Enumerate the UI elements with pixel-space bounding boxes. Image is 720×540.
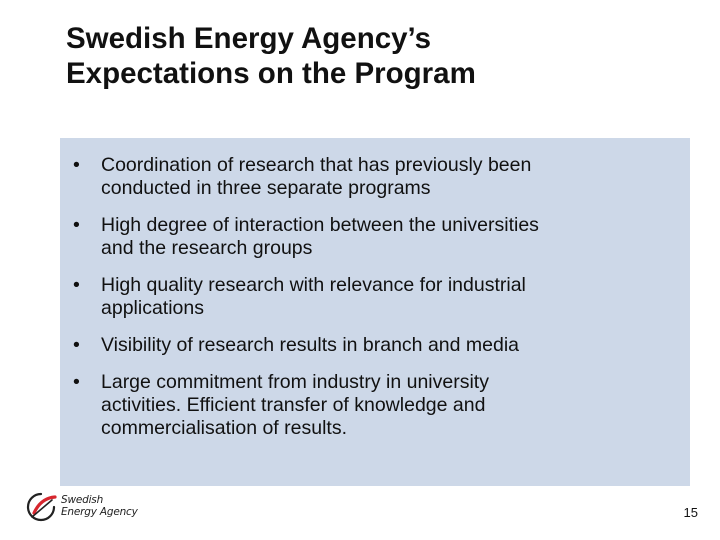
bullet-2-line-2: and the research groups	[101, 237, 313, 259]
bullet-item-5	[72, 371, 672, 440]
title-line-1: Swedish Energy Agency’s	[66, 22, 432, 55]
bullet-icon: •	[73, 214, 80, 236]
bullet-item-4	[72, 334, 672, 357]
title-line-2: Expectations on the Program	[66, 56, 476, 90]
swedish-energy-agency-logo	[24, 490, 144, 526]
logo-line-2: Energy Agency	[61, 506, 138, 518]
bullet-5-line-3: commercialisation of results.	[101, 417, 347, 439]
bullet-5-line-2: activities. Efficient transfer of knowledge and	[101, 394, 486, 416]
bullet-icon: •	[73, 334, 80, 356]
bullet-list	[72, 154, 672, 454]
logo-line-1: Swedish	[61, 494, 104, 506]
page-number: 15	[683, 505, 698, 520]
bullet-1-line-2: conducted in three separate programs	[101, 177, 431, 199]
bullet-4-line-1: Visibility of research results in branch and media	[101, 334, 520, 356]
bullet-5-line-1: Large commitment from industry in university	[101, 371, 489, 393]
bullet-icon: •	[73, 154, 80, 176]
bullet-icon: •	[73, 274, 80, 296]
slide-title	[66, 22, 666, 91]
bullet-3-line-2: applications	[101, 297, 204, 319]
bullet-3-line-1: High quality research with relevance for industrial	[101, 274, 526, 296]
logo-wordmark	[61, 494, 138, 518]
content-box	[60, 138, 690, 486]
bullet-item-3	[72, 274, 672, 320]
bullet-1-line-1: Coordination of research that has previously been	[101, 154, 532, 176]
bullet-item-2	[72, 214, 672, 260]
bullet-2-line-1: High degree of interaction between the universities	[101, 214, 539, 236]
bullet-icon: •	[73, 371, 80, 393]
swedish-energy-agency-logo-icon	[24, 490, 58, 524]
bullet-item-1	[72, 154, 672, 200]
